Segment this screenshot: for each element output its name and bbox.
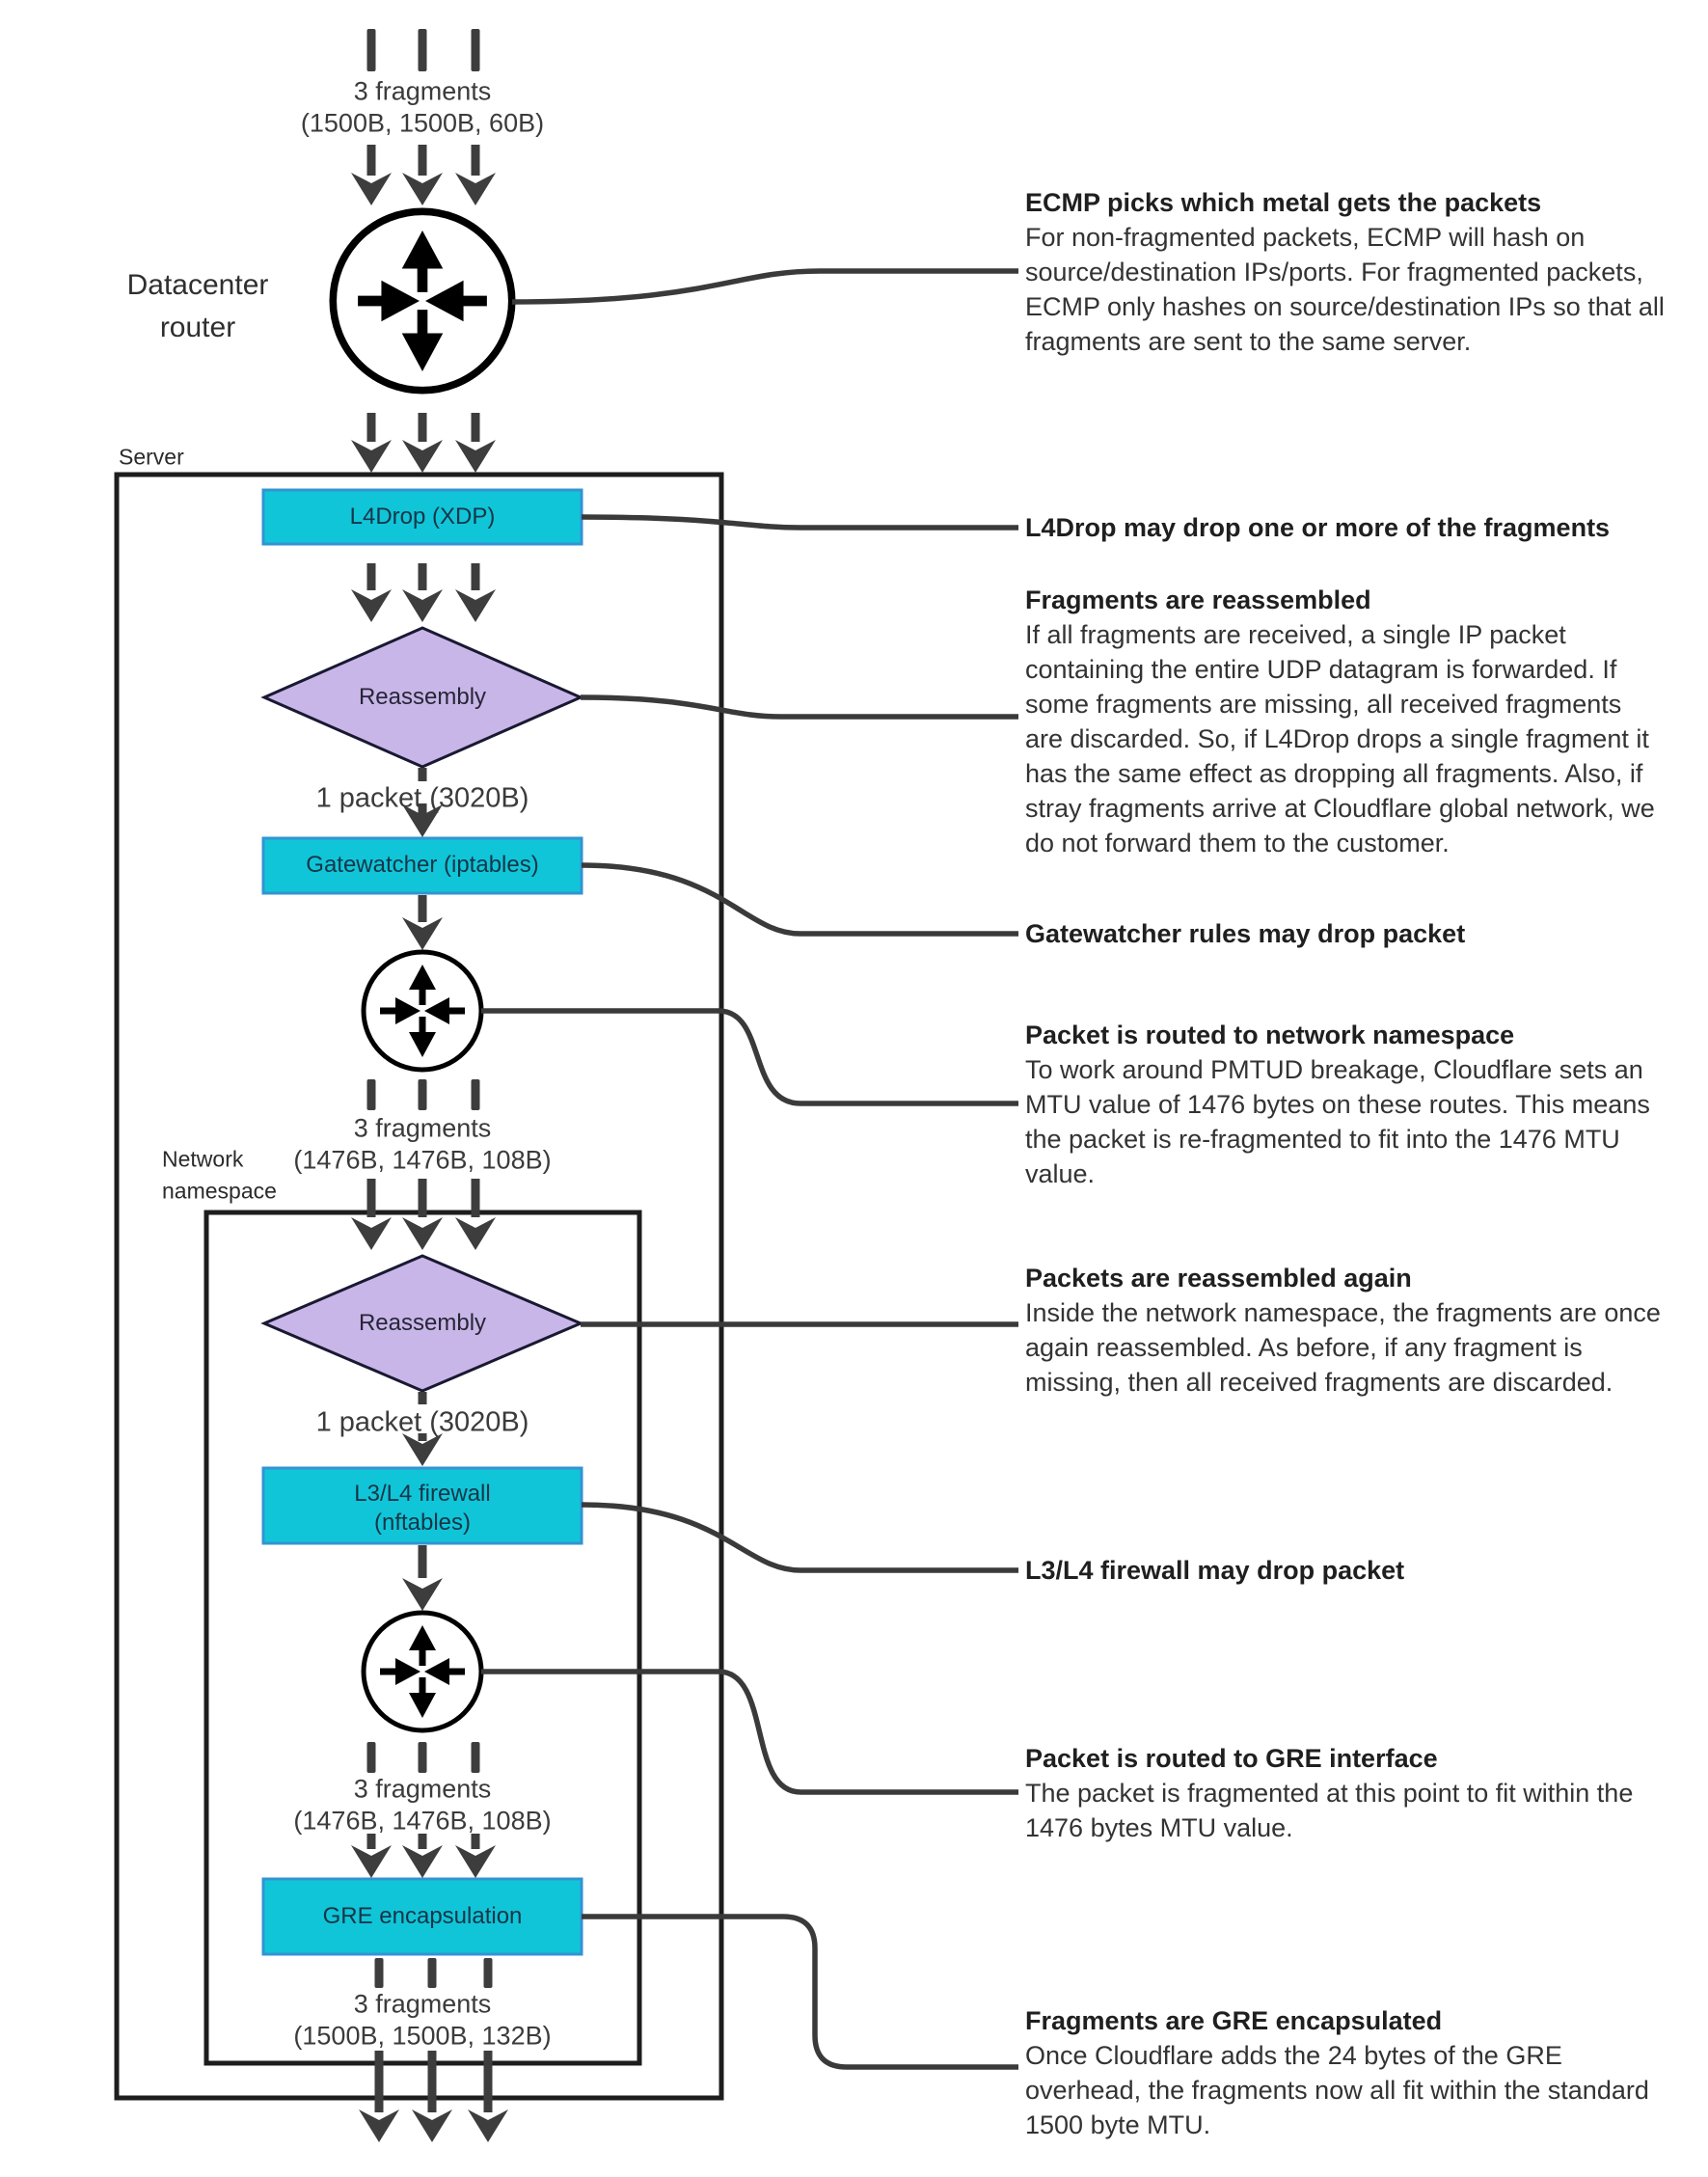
annotation-ecmp: ECMP picks which metal gets the packets For non-fragmented packets, ECMP will hash on source/destination IPs/ports. For fragmented packets, ECMP only hashes on source/destination IPs so that all fragments are sent to the same server. <box>1025 185 1700 359</box>
route-to-gre-router-icon <box>364 1613 481 1730</box>
l3l4-box-label: L3/L4 firewall <box>354 1481 491 1507</box>
fragments-4-count: 3 fragments <box>353 1989 492 2019</box>
fragments-4-sizes: (1500B, 1500B, 132B) <box>293 2021 552 2051</box>
fragments-3-sizes: (1476B, 1476B, 108B) <box>293 1806 552 1836</box>
packet-1-label: 1 packet (3020B) <box>315 782 529 814</box>
annotation-routed-namespace: Packet is routed to network namespace To work around PMTUD breakage, Cloudflare sets an MTU value of 1476 bytes on these routes. This means the packet is re-fragmented to fit into the 1476 MTU value. <box>1025 1020 1650 1188</box>
arrows-into-gre <box>351 1834 496 1878</box>
annotation-gre-encapsulated: Fragments are GRE encapsulated Once Cloudflare adds the 24 bytes of the GRE overhead, the fragments now all fit within the standard 1500 byte MTU. <box>1025 2006 1649 2139</box>
fragment-bars-top <box>367 29 480 71</box>
arrows-out-of-server <box>359 2051 508 2142</box>
fragments-2-count: 3 fragments <box>353 1113 492 1143</box>
datacenter-router-icon <box>333 211 511 390</box>
datacenter-router-label: Datacenter <box>126 269 269 301</box>
annotation-ecmp-title: ECMP picks which metal gets the packets <box>1025 188 1542 217</box>
arrow-into-router-3 <box>402 1545 443 1611</box>
annotation-l3l4-drop: L3/L4 firewall may drop packet <box>1025 1556 1405 1585</box>
fragment-bars-2 <box>367 1079 480 1110</box>
top-fragments-sizes: (1500B, 1500B, 60B) <box>300 108 545 138</box>
reassembly-1-label: Reassembly <box>358 684 487 710</box>
datacenter-router-label-2: router <box>159 312 236 343</box>
gatewatcher-box-label: Gatewatcher (iptables) <box>306 852 539 878</box>
annotation-gatewatcher-drop: Gatewatcher rules may drop packet <box>1025 919 1466 948</box>
arrow-into-router-2 <box>402 895 443 950</box>
l3l4-box-label-2: (nftables) <box>373 1510 472 1536</box>
top-fragments-count: 3 fragments <box>353 76 492 106</box>
annotation-l4drop-drop: L4Drop may drop one or more of the fragments <box>1025 513 1611 542</box>
annotation-reassembled-again: Packets are reassembled again Inside the network namespace, the fragments are once again reassembled. As before, if any fragment is missing, then all received fragments are discarded. <box>1025 1264 1661 1397</box>
server-box-label: Server <box>119 444 184 470</box>
fragment-bars-4 <box>375 1958 493 1988</box>
packet-2-label: 1 packet (3020B) <box>315 1406 529 1438</box>
fragments-3-count: 3 fragments <box>353 1774 492 1804</box>
arrows-into-namespace <box>351 1179 496 1250</box>
route-to-namespace-router-icon <box>364 952 481 1070</box>
fragment-bars-3 <box>367 1742 480 1773</box>
network-namespace-label: Network <box>162 1146 244 1172</box>
gre-box-label: GRE encapsulation <box>322 1903 523 1929</box>
arrows-into-server <box>351 413 496 473</box>
arrows-into-reassembly-1 <box>351 563 496 622</box>
annotation-reassembled: Fragments are reassembled If all fragments are received, a single IP packet containing the entire UDP datagram is forwarded. If some fragments are missing, all received fragments are discarded. So, if L4Drop drops a single fragment it has the same effect as dropping all fragments. Also, if stray fragments arrive at Cloudflare global network, we do not forward them to the customer. <box>1025 585 1655 857</box>
annotation-routed-gre: Packet is routed to GRE interface The packet is fragmented at this point to fit within the 1476 bytes MTU value. <box>1025 1744 1634 1842</box>
reassembly-2-label: Reassembly <box>358 1310 487 1336</box>
fragments-2-sizes: (1476B, 1476B, 108B) <box>293 1145 552 1175</box>
arrows-into-router <box>351 145 496 205</box>
network-namespace-label-2: namespace <box>162 1178 277 1204</box>
l4drop-box-label: L4Drop (XDP) <box>349 503 496 530</box>
